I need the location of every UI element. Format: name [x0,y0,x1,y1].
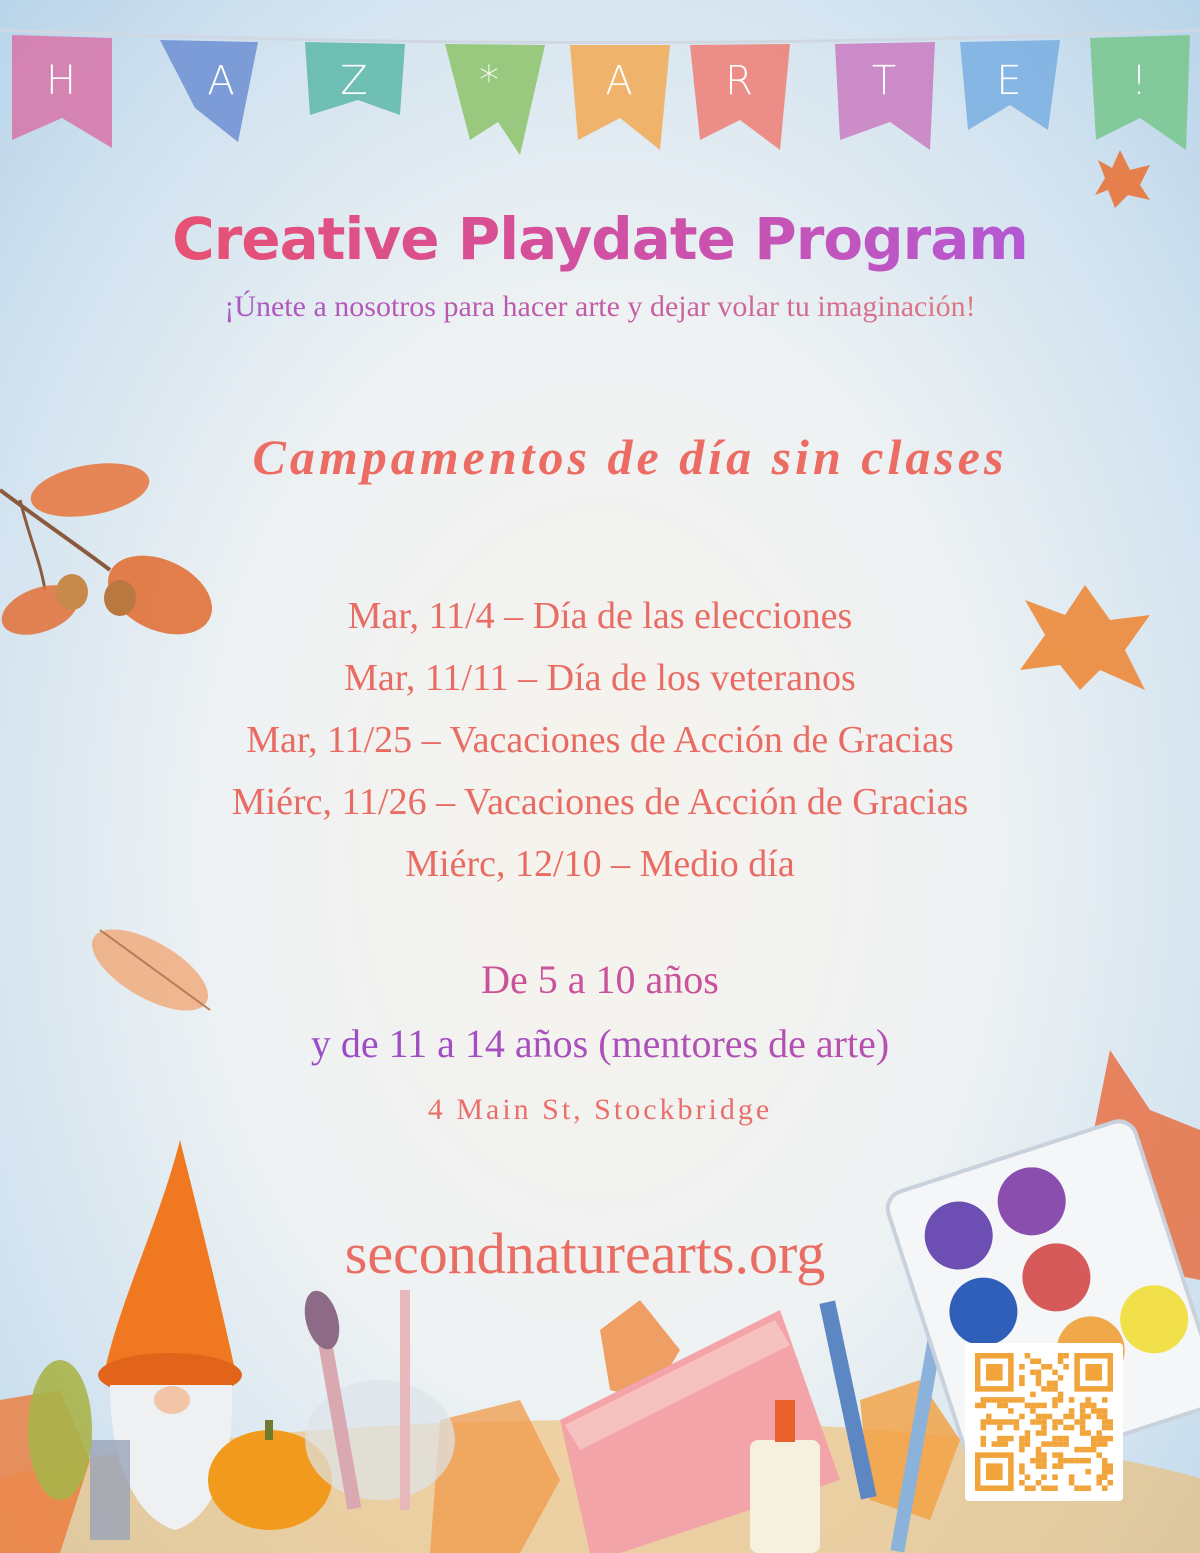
qr-module [1052,1425,1058,1431]
bunting-letter: A [605,58,635,104]
qr-module [1052,1386,1058,1392]
qr-module [1003,1397,1009,1403]
qr-module [1069,1397,1075,1403]
qr-module [1036,1403,1042,1409]
qr-module [1085,1447,1091,1453]
qr-module [1063,1364,1069,1370]
qr-module [1080,1447,1086,1453]
qr-module [986,1463,1003,1480]
qr-module [1102,1463,1108,1469]
qr-module [1102,1441,1108,1447]
qr-module [1041,1452,1047,1458]
qr-module [986,1419,992,1425]
qr-module [1036,1370,1042,1376]
qr-module [997,1403,1003,1409]
date-item: Mar, 11/4 – Día de las elecciones [347,595,853,637]
qr-module [1058,1375,1064,1381]
qr-module [1019,1364,1025,1370]
qr-module [1058,1419,1064,1425]
qr-module [1041,1485,1047,1491]
age-range-young: De 5 a 10 años [481,957,719,1002]
qr-module [1041,1403,1047,1409]
qr-module [1014,1419,1020,1425]
page-title: Creative Playdate Program [0,205,1200,273]
date-item: Mar, 11/11 – Día de los veteranos [344,657,856,699]
qr-module [1036,1463,1042,1469]
qr-module [1091,1436,1097,1442]
qr-module [1019,1436,1025,1442]
qr-module [1069,1474,1075,1480]
qr-module [1025,1485,1031,1491]
qr-module [1102,1419,1108,1425]
qr-module [1047,1485,1053,1491]
qr-code-pattern [975,1353,1113,1491]
qr-module [1019,1414,1025,1420]
qr-module [1074,1419,1080,1425]
qr-module [1080,1430,1086,1436]
camps-heading: Campamentos de día sin clases [252,429,1008,485]
qr-module [1041,1474,1047,1480]
qr-module [1041,1441,1047,1447]
qr-module [1096,1408,1102,1414]
qr-module [1069,1414,1075,1420]
qr-module [1080,1414,1086,1420]
bunting-letter: Z [340,58,370,104]
qr-module [981,1403,987,1409]
qr-module [1080,1403,1086,1409]
qr-module [1069,1425,1075,1431]
qr-module [1041,1430,1047,1436]
qr-module [1025,1430,1031,1436]
qr-module [1107,1480,1113,1486]
qr-module [1025,1436,1031,1442]
bunting-letter: * [479,58,501,104]
qr-module [1102,1436,1108,1442]
qr-module [1080,1458,1086,1464]
bunting-letter: H [45,58,79,104]
qr-module [1019,1375,1025,1381]
age-range-mentors: y de 11 a 14 años (mentores de arte) [0,1012,1200,1076]
qr-module [1074,1447,1080,1453]
qr-module [1107,1425,1113,1431]
qr-code[interactable] [965,1343,1123,1501]
qr-module [1058,1463,1064,1469]
qr-module [1052,1370,1058,1376]
qr-module [1085,1430,1091,1436]
qr-module [1030,1408,1036,1414]
website-link[interactable]: secondnaturearts.org [344,1221,826,1286]
qr-module [1091,1441,1097,1447]
qr-module [1063,1441,1069,1447]
date-item: Miérc, 11/26 – Vacaciones de Acción de Gracias [231,781,969,823]
qr-module [1014,1397,1020,1403]
qr-module [1102,1485,1108,1491]
qr-module [997,1397,1003,1403]
qr-module [1058,1359,1064,1365]
qr-module [1047,1414,1053,1420]
qr-module [1096,1480,1102,1486]
bunting-letter: A [207,58,237,104]
qr-module [1080,1408,1086,1414]
qr-module [1052,1452,1058,1458]
qr-module [1074,1485,1080,1491]
qr-module [1080,1425,1086,1431]
qr-module [1003,1436,1009,1442]
qr-module [1025,1353,1031,1359]
qr-module [1102,1474,1108,1480]
qr-module [1036,1375,1042,1381]
qr-module [1036,1452,1042,1458]
qr-module [1003,1419,1009,1425]
qr-module [975,1403,981,1409]
qr-module [1096,1441,1102,1447]
qr-module [1008,1436,1014,1442]
qr-module [1019,1463,1025,1469]
qr-module [1052,1381,1058,1387]
qr-module [1052,1441,1058,1447]
qr-module [1036,1480,1042,1486]
qr-module [1003,1441,1009,1447]
qr-module [997,1419,1003,1425]
qr-module [1008,1419,1014,1425]
bunting-letter: ! [1130,58,1150,104]
qr-module [1052,1436,1058,1442]
qr-module [1003,1403,1009,1409]
qr-module [1102,1414,1108,1420]
qr-module [1030,1392,1036,1398]
qr-module [981,1441,987,1447]
qr-module [1052,1474,1058,1480]
qr-module [1107,1463,1113,1469]
qr-module [1085,1414,1091,1420]
qr-module [1085,1469,1091,1475]
qr-module [1085,1403,1091,1409]
qr-module [1025,1441,1031,1447]
qr-module [986,1364,1003,1381]
qr-module [1019,1480,1025,1486]
qr-module [1019,1469,1025,1475]
qr-module [1058,1436,1064,1442]
qr-module [1036,1419,1042,1425]
qr-module [1085,1397,1091,1403]
dates-list [100,585,1100,895]
qr-module [1014,1425,1020,1431]
qr-module [992,1419,998,1425]
qr-module [1091,1447,1097,1453]
qr-module [1058,1397,1064,1403]
qr-module [1041,1419,1047,1425]
qr-module [992,1397,998,1403]
qr-module [1052,1397,1058,1403]
qr-module [1052,1463,1058,1469]
qr-module [1107,1419,1113,1425]
qr-module [1102,1408,1108,1414]
qr-module [1041,1364,1047,1370]
bunting-letter: E [996,58,1024,104]
qr-module [981,1436,987,1442]
qr-module [1030,1485,1036,1491]
qr-module [1036,1447,1042,1453]
qr-module [992,1441,998,1447]
bunting-letter: R [725,58,755,104]
qr-module [997,1425,1003,1431]
qr-module [1047,1441,1053,1447]
qr-module [1008,1397,1014,1403]
qr-module [1036,1430,1042,1436]
qr-module [1080,1419,1086,1425]
qr-module [1080,1485,1086,1491]
qr-module [981,1419,987,1425]
qr-module [986,1414,992,1420]
qr-module [1019,1441,1025,1447]
qr-module [1019,1397,1025,1403]
qr-module [1085,1485,1091,1491]
qr-module [986,1397,992,1403]
qr-module [1047,1386,1053,1392]
qr-module [1041,1458,1047,1464]
qr-module [1025,1403,1031,1409]
qr-module [1052,1419,1058,1425]
qr-module [1019,1447,1025,1453]
qr-module [1085,1364,1102,1381]
qr-module [1058,1392,1064,1398]
qr-module [1063,1458,1069,1464]
bunting-letter: T [871,58,899,104]
qr-module [981,1425,987,1431]
qr-module [1085,1458,1091,1464]
date-item: Miérc, 12/10 – Medio día [405,843,795,885]
qr-module [1063,1353,1069,1359]
ages-block [0,948,1200,1076]
qr-module [1107,1469,1113,1475]
qr-module [1041,1425,1047,1431]
qr-module [1096,1414,1102,1420]
qr-module [1063,1414,1069,1420]
qr-module [1052,1403,1058,1409]
qr-module [1063,1425,1069,1431]
qr-module [1030,1419,1036,1425]
qr-module [1036,1458,1042,1464]
qr-module [1019,1381,1025,1387]
qr-module [1036,1414,1042,1420]
qr-module [1041,1463,1047,1469]
brush-jar-illustration [299,1287,455,1510]
qr-module [1096,1436,1102,1442]
qr-module [1030,1359,1036,1365]
qr-module [1041,1414,1047,1420]
qr-module [1102,1469,1108,1475]
qr-module [1096,1474,1102,1480]
address: 4 Main St, Stockbridge [427,1093,773,1126]
qr-module [1047,1381,1053,1387]
qr-module [1030,1403,1036,1409]
qr-module [1069,1480,1075,1486]
qr-module [1091,1403,1097,1409]
qr-module [1041,1386,1047,1392]
qr-module [1107,1436,1113,1442]
subtitle: ¡Únete a nosotros para hacer arte y dejar volar tu imaginación! [0,290,1200,324]
qr-module [1047,1364,1053,1370]
qr-module [997,1436,1003,1442]
qr-module [997,1441,1003,1447]
qr-module [1036,1359,1042,1365]
qr-module [1058,1458,1064,1464]
qr-module [1058,1353,1064,1359]
qr-module [1025,1474,1031,1480]
qr-module [1069,1408,1075,1414]
qr-module [1096,1452,1102,1458]
qr-module [1069,1458,1075,1464]
qr-module [1091,1408,1097,1414]
qr-module [1102,1425,1108,1431]
qr-module [1030,1370,1036,1376]
qr-module [1008,1408,1014,1414]
qr-module [1102,1458,1108,1464]
qr-module [1102,1397,1108,1403]
qr-module [1074,1458,1080,1464]
qr-module [1036,1381,1042,1387]
qr-module [1096,1430,1102,1436]
qr-module [981,1397,987,1403]
qr-module [1052,1485,1058,1491]
qr-module [1063,1436,1069,1442]
date-item: Mar, 11/25 – Vacaciones de Acción de Gracias [246,719,954,761]
qr-module [1030,1458,1036,1464]
qr-module [1058,1452,1064,1458]
qr-module [1058,1441,1064,1447]
